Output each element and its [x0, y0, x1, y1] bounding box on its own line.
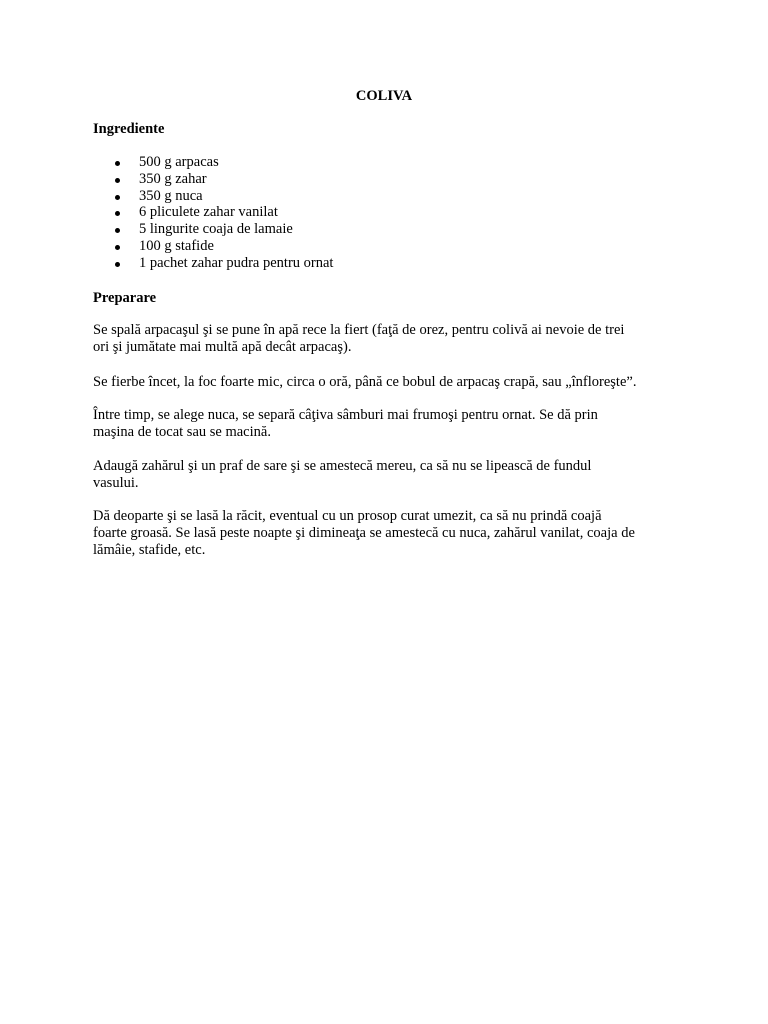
preparation-paragraph: [93, 322, 683, 356]
bullet-icon: [115, 245, 120, 250]
paragraph-line: maşina de tocat sau se macină.: [93, 424, 271, 440]
preparation-paragraph: [93, 374, 683, 391]
bullet-icon: [115, 195, 120, 200]
preparation-heading: Preparare: [93, 290, 157, 306]
ingredient-text: 100 g stafide: [139, 237, 214, 254]
list-item: [0, 188, 768, 205]
ingredients-heading: Ingrediente: [93, 121, 165, 137]
paragraph-line: ori şi jumătate mai multă apă decât arpacaş).: [93, 339, 352, 355]
bullet-icon: [115, 228, 120, 233]
paragraph-line: foarte groasă. Se lasă peste noapte şi dimineaţa se amestecă cu nuca, zahărul vanilat, coaja de: [93, 525, 635, 541]
ingredient-text: 350 g zahar: [139, 170, 207, 187]
ingredient-text: 1 pachet zahar pudra pentru ornat: [139, 254, 334, 271]
document-title: COLIVA: [355, 88, 413, 104]
paragraph-line: Între timp, se alege nuca, se separă câţiva sâmburi mai frumoşi pentru ornat. Se dă prin: [93, 407, 598, 423]
paragraph-line: Adaugă zahărul şi un praf de sare şi se amestecă mereu, ca să nu se lipească de fundul: [93, 458, 592, 474]
bullet-icon: [115, 262, 120, 267]
list-item: [0, 221, 768, 238]
ingredients-list: [0, 154, 768, 272]
ingredient-text: 6 pliculete zahar vanilat: [139, 204, 278, 221]
ingredient-text: 500 g arpacas: [139, 154, 219, 170]
paragraph-line: Se fierbe încet, la foc foarte mic, circa o oră, până ce bobul de arpacaş crapă, sau „înfloreşte”.: [93, 374, 637, 390]
paragraph-line: Se spală arpacaşul şi se pune în apă rece la fiert (faţă de orez, pentru colivă ai nevoie de trei: [93, 322, 625, 338]
list-item: [0, 154, 768, 171]
bullet-icon: [115, 161, 120, 166]
list-item: [0, 255, 768, 272]
paragraph-line: vasului.: [93, 475, 139, 491]
list-item: [0, 171, 768, 188]
ingredient-text: 5 lingurite coaja de lamaie: [139, 221, 293, 238]
preparation-paragraph: [93, 458, 683, 492]
preparation-paragraph: [93, 508, 683, 559]
paragraph-line: Dă deoparte şi se lasă la răcit, eventual cu un prosop curat umezit, ca să nu prindă coajă: [93, 508, 602, 524]
bullet-icon: [115, 178, 120, 183]
list-item: [0, 238, 768, 255]
ingredient-text: 350 g nuca: [139, 187, 203, 204]
preparation-paragraph: [93, 407, 683, 441]
list-item: [0, 204, 768, 221]
bullet-icon: [115, 211, 120, 216]
paragraph-line: lămâie, stafide, etc.: [93, 542, 206, 558]
